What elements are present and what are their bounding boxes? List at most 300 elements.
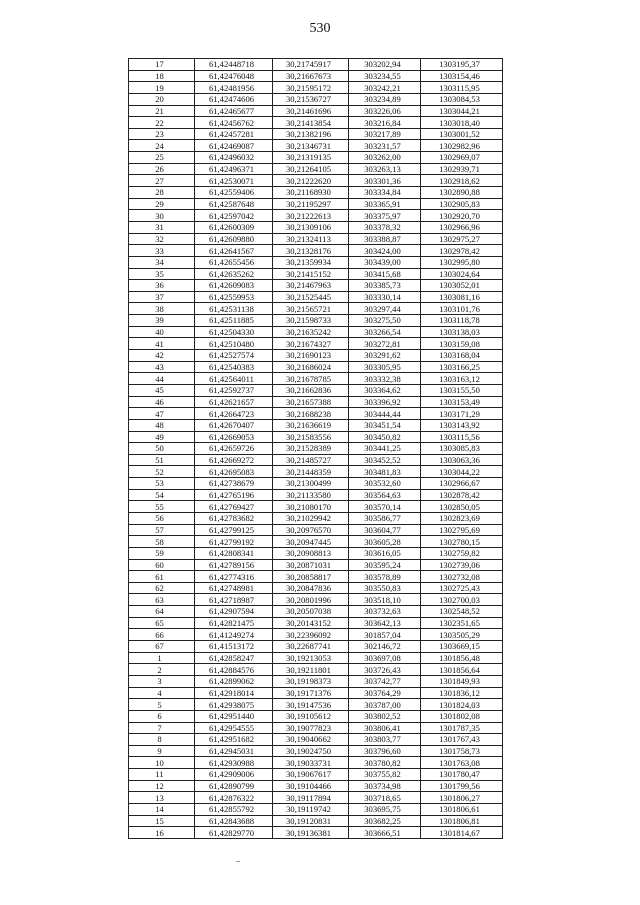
- y-coordinate-cell: 1302732,08: [421, 571, 503, 583]
- latitude-cell: 61,42476048: [195, 70, 273, 82]
- y-coordinate-cell: 1303143,92: [421, 419, 503, 431]
- latitude-cell: 61,42641567: [195, 245, 273, 257]
- longitude-cell: 30,19198373: [273, 675, 349, 687]
- x-coordinate-cell: 303242,21: [349, 82, 421, 94]
- point-number-cell: 39: [129, 315, 195, 327]
- point-number-cell: 65: [129, 617, 195, 629]
- table-row: [129, 536, 503, 548]
- point-number-cell: 59: [129, 547, 195, 559]
- x-coordinate-cell: 303291,62: [349, 350, 421, 362]
- latitude-cell: 61,42808341: [195, 547, 273, 559]
- y-coordinate-cell: 1302969,07: [421, 152, 503, 164]
- x-coordinate-cell: 303439,00: [349, 256, 421, 268]
- y-coordinate-cell: 1303163,12: [421, 373, 503, 385]
- longitude-cell: 30,21359934: [273, 256, 349, 268]
- longitude-cell: 30,19067617: [273, 769, 349, 781]
- table-row: [129, 152, 503, 164]
- latitude-cell: 61,42695083: [195, 466, 273, 478]
- y-coordinate-cell: 1302700,03: [421, 594, 503, 606]
- table-row: [129, 59, 503, 71]
- y-coordinate-cell: 1301824,03: [421, 699, 503, 711]
- x-coordinate-cell: 303697,08: [349, 652, 421, 664]
- y-coordinate-cell: 1303168,04: [421, 350, 503, 362]
- point-number-cell: 42: [129, 350, 195, 362]
- latitude-cell: 61,42954555: [195, 722, 273, 734]
- point-number-cell: 26: [129, 163, 195, 175]
- point-number-cell: 3: [129, 675, 195, 687]
- table-row: [129, 547, 503, 559]
- point-number-cell: 22: [129, 117, 195, 129]
- y-coordinate-cell: 1301758,73: [421, 745, 503, 757]
- longitude-cell: 30,21264105: [273, 163, 349, 175]
- table-row: [129, 419, 503, 431]
- point-number-cell: 28: [129, 187, 195, 199]
- latitude-cell: 61,42909006: [195, 769, 273, 781]
- longitude-cell: 30,21300499: [273, 478, 349, 490]
- table-row: [129, 361, 503, 373]
- point-number-cell: 7: [129, 722, 195, 734]
- longitude-cell: 30,21667673: [273, 70, 349, 82]
- table-row: [129, 396, 503, 408]
- y-coordinate-cell: 1302918,62: [421, 175, 503, 187]
- x-coordinate-cell: 303616,05: [349, 547, 421, 559]
- y-coordinate-cell: 1301763,08: [421, 757, 503, 769]
- y-coordinate-cell: 1302966,67: [421, 478, 503, 490]
- y-coordinate-cell: 1303001,52: [421, 128, 503, 140]
- table-row: [129, 443, 503, 455]
- latitude-cell: 61,42799192: [195, 536, 273, 548]
- longitude-cell: 30,21598733: [273, 315, 349, 327]
- y-coordinate-cell: 1303115,95: [421, 82, 503, 94]
- x-coordinate-cell: 303231,57: [349, 140, 421, 152]
- latitude-cell: 61,42511885: [195, 315, 273, 327]
- point-number-cell: 53: [129, 478, 195, 490]
- y-coordinate-cell: 1301806,81: [421, 815, 503, 827]
- x-coordinate-cell: 303802,52: [349, 710, 421, 722]
- table-row: [129, 350, 503, 362]
- y-coordinate-cell: 1302850,05: [421, 501, 503, 513]
- longitude-cell: 30,21674327: [273, 338, 349, 350]
- x-coordinate-cell: 303550,83: [349, 582, 421, 594]
- table-row: [129, 722, 503, 734]
- latitude-cell: 61,42951682: [195, 734, 273, 746]
- longitude-cell: 30,19024750: [273, 745, 349, 757]
- y-coordinate-cell: 1303018,40: [421, 117, 503, 129]
- x-coordinate-cell: 303666,51: [349, 827, 421, 839]
- table-row: [129, 140, 503, 152]
- table-row: [129, 70, 503, 82]
- longitude-cell: 30,21319135: [273, 152, 349, 164]
- table-row: [129, 384, 503, 396]
- point-number-cell: 10: [129, 757, 195, 769]
- x-coordinate-cell: 303305,95: [349, 361, 421, 373]
- table-row: [129, 210, 503, 222]
- y-coordinate-cell: 1301806,61: [421, 804, 503, 816]
- x-coordinate-cell: 303796,60: [349, 745, 421, 757]
- point-number-cell: 27: [129, 175, 195, 187]
- y-coordinate-cell: 1301799,56: [421, 780, 503, 792]
- point-number-cell: 31: [129, 221, 195, 233]
- x-coordinate-cell: 303532,60: [349, 478, 421, 490]
- point-number-cell: 43: [129, 361, 195, 373]
- x-coordinate-cell: 303726,43: [349, 664, 421, 676]
- table-row: [129, 291, 503, 303]
- table-row: [129, 675, 503, 687]
- point-number-cell: 30: [129, 210, 195, 222]
- latitude-cell: 61,42527574: [195, 350, 273, 362]
- x-coordinate-cell: 303330,14: [349, 291, 421, 303]
- latitude-cell: 61,42600309: [195, 221, 273, 233]
- point-number-cell: 32: [129, 233, 195, 245]
- x-coordinate-cell: 301857,04: [349, 629, 421, 641]
- x-coordinate-cell: 303642,13: [349, 617, 421, 629]
- table-row: [129, 792, 503, 804]
- x-coordinate-cell: 303806,41: [349, 722, 421, 734]
- x-coordinate-cell: 303332,38: [349, 373, 421, 385]
- latitude-cell: 61,42930988: [195, 757, 273, 769]
- y-coordinate-cell: 1302920,70: [421, 210, 503, 222]
- x-coordinate-cell: 303450,82: [349, 431, 421, 443]
- x-coordinate-cell: 303378,32: [349, 221, 421, 233]
- y-coordinate-cell: 1302759,82: [421, 547, 503, 559]
- point-number-cell: 63: [129, 594, 195, 606]
- y-coordinate-cell: 1303044,21: [421, 105, 503, 117]
- longitude-cell: 30,22396092: [273, 629, 349, 641]
- latitude-cell: 61,42474606: [195, 93, 273, 105]
- x-coordinate-cell: 303396,92: [349, 396, 421, 408]
- table-row: [129, 233, 503, 245]
- table-row: [129, 315, 503, 327]
- y-coordinate-cell: 1302795,69: [421, 524, 503, 536]
- y-coordinate-cell: 1303159,08: [421, 338, 503, 350]
- x-coordinate-cell: 303263,13: [349, 163, 421, 175]
- longitude-cell: 30,21448359: [273, 466, 349, 478]
- longitude-cell: 30,20947445: [273, 536, 349, 548]
- latitude-cell: 61,42609083: [195, 280, 273, 292]
- point-number-cell: 36: [129, 280, 195, 292]
- point-number-cell: 51: [129, 454, 195, 466]
- table-row: [129, 198, 503, 210]
- scan-mark: [236, 861, 240, 862]
- table-row: [129, 559, 503, 571]
- latitude-cell: 61,42659726: [195, 443, 273, 455]
- y-coordinate-cell: 1302351,65: [421, 617, 503, 629]
- y-coordinate-cell: 1301849,93: [421, 675, 503, 687]
- point-number-cell: 46: [129, 396, 195, 408]
- point-number-cell: 54: [129, 489, 195, 501]
- point-number-cell: 6: [129, 710, 195, 722]
- table-row: [129, 815, 503, 827]
- latitude-cell: 61,42559953: [195, 291, 273, 303]
- point-number-cell: 60: [129, 559, 195, 571]
- table-row: [129, 466, 503, 478]
- point-number-cell: 17: [129, 59, 195, 71]
- table-row: [129, 804, 503, 816]
- point-number-cell: 11: [129, 769, 195, 781]
- longitude-cell: 30,19171376: [273, 687, 349, 699]
- latitude-cell: 61,42783682: [195, 512, 273, 524]
- longitude-cell: 30,21324113: [273, 233, 349, 245]
- y-coordinate-cell: 1303171,29: [421, 408, 503, 420]
- x-coordinate-cell: 303262,00: [349, 152, 421, 164]
- point-number-cell: 2: [129, 664, 195, 676]
- latitude-cell: 61,42789156: [195, 559, 273, 571]
- y-coordinate-cell: 1303138,03: [421, 326, 503, 338]
- latitude-cell: 61,42855792: [195, 804, 273, 816]
- latitude-cell: 61,42456762: [195, 117, 273, 129]
- longitude-cell: 30,21328176: [273, 245, 349, 257]
- longitude-cell: 30,21686024: [273, 361, 349, 373]
- y-coordinate-cell: 1303101,76: [421, 303, 503, 315]
- latitude-cell: 61,42669272: [195, 454, 273, 466]
- y-coordinate-cell: 1303052,01: [421, 280, 503, 292]
- point-number-cell: 5: [129, 699, 195, 711]
- longitude-cell: 30,21309106: [273, 221, 349, 233]
- point-number-cell: 61: [129, 571, 195, 583]
- x-coordinate-cell: 303364,62: [349, 384, 421, 396]
- point-number-cell: 29: [129, 198, 195, 210]
- table-row: [129, 629, 503, 641]
- table-row: [129, 117, 503, 129]
- table-row: [129, 408, 503, 420]
- y-coordinate-cell: 1303153,49: [421, 396, 503, 408]
- x-coordinate-cell: 303605,28: [349, 536, 421, 548]
- longitude-cell: 30,21346731: [273, 140, 349, 152]
- latitude-cell: 61,42592737: [195, 384, 273, 396]
- y-coordinate-cell: 1303118,78: [421, 315, 503, 327]
- latitude-cell: 61,42530071: [195, 175, 273, 187]
- page-number: 530: [309, 21, 331, 36]
- coordinates-table: [128, 58, 503, 839]
- x-coordinate-cell: 303375,97: [349, 210, 421, 222]
- longitude-cell: 30,21536727: [273, 93, 349, 105]
- point-number-cell: 49: [129, 431, 195, 443]
- latitude-cell: 61,42858247: [195, 652, 273, 664]
- table-row: [129, 780, 503, 792]
- y-coordinate-cell: 1302982,96: [421, 140, 503, 152]
- longitude-cell: 30,21745917: [273, 59, 349, 71]
- x-coordinate-cell: 303388,87: [349, 233, 421, 245]
- longitude-cell: 30,21415152: [273, 268, 349, 280]
- longitude-cell: 30,19117894: [273, 792, 349, 804]
- table-row: [129, 512, 503, 524]
- latitude-cell: 61,42597042: [195, 210, 273, 222]
- x-coordinate-cell: 303217,89: [349, 128, 421, 140]
- latitude-cell: 61,41513172: [195, 641, 273, 653]
- latitude-cell: 61,42448718: [195, 59, 273, 71]
- latitude-cell: 61,42469087: [195, 140, 273, 152]
- longitude-cell: 30,21485727: [273, 454, 349, 466]
- x-coordinate-cell: 303682,25: [349, 815, 421, 827]
- point-number-cell: 21: [129, 105, 195, 117]
- point-number-cell: 13: [129, 792, 195, 804]
- y-coordinate-cell: 1302995,80: [421, 256, 503, 268]
- point-number-cell: 34: [129, 256, 195, 268]
- y-coordinate-cell: 1301836,12: [421, 687, 503, 699]
- point-number-cell: 16: [129, 827, 195, 839]
- latitude-cell: 61,42738679: [195, 478, 273, 490]
- y-coordinate-cell: 1303154,46: [421, 70, 503, 82]
- latitude-cell: 61,42655456: [195, 256, 273, 268]
- longitude-cell: 30,19136381: [273, 827, 349, 839]
- longitude-cell: 30,19104466: [273, 780, 349, 792]
- longitude-cell: 30,19120831: [273, 815, 349, 827]
- y-coordinate-cell: 1301814,67: [421, 827, 503, 839]
- table-row: [129, 128, 503, 140]
- x-coordinate-cell: 303604,77: [349, 524, 421, 536]
- table-row: [129, 710, 503, 722]
- x-coordinate-cell: 303742,77: [349, 675, 421, 687]
- table-row: [129, 478, 503, 490]
- table-row: [129, 105, 503, 117]
- latitude-cell: 61,42465677: [195, 105, 273, 117]
- table-row: [129, 769, 503, 781]
- longitude-cell: 30,20507038: [273, 606, 349, 618]
- table-row: [129, 93, 503, 105]
- longitude-cell: 30,19147536: [273, 699, 349, 711]
- y-coordinate-cell: 1301856,64: [421, 664, 503, 676]
- point-number-cell: 56: [129, 512, 195, 524]
- table-row: [129, 82, 503, 94]
- point-number-cell: 55: [129, 501, 195, 513]
- x-coordinate-cell: 303695,75: [349, 804, 421, 816]
- table-row: [129, 827, 503, 839]
- y-coordinate-cell: 1302548,52: [421, 606, 503, 618]
- longitude-cell: 30,21168930: [273, 187, 349, 199]
- y-coordinate-cell: 1303166,25: [421, 361, 503, 373]
- x-coordinate-cell: 303234,55: [349, 70, 421, 82]
- x-coordinate-cell: 303734,98: [349, 780, 421, 792]
- point-number-cell: 24: [129, 140, 195, 152]
- x-coordinate-cell: 303570,14: [349, 501, 421, 513]
- longitude-cell: 30,21133580: [273, 489, 349, 501]
- point-number-cell: 50: [129, 443, 195, 455]
- coordinates-table-body: [129, 59, 503, 839]
- table-row: [129, 280, 503, 292]
- x-coordinate-cell: 303272,81: [349, 338, 421, 350]
- x-coordinate-cell: 303452,52: [349, 454, 421, 466]
- latitude-cell: 61,41249274: [195, 629, 273, 641]
- y-coordinate-cell: 1303115,56: [421, 431, 503, 443]
- longitude-cell: 30,21662836: [273, 384, 349, 396]
- longitude-cell: 30,21565721: [273, 303, 349, 315]
- latitude-cell: 61,42531138: [195, 303, 273, 315]
- longitude-cell: 30,21029942: [273, 512, 349, 524]
- table-row: [129, 641, 503, 653]
- x-coordinate-cell: 303481,83: [349, 466, 421, 478]
- longitude-cell: 30,19119742: [273, 804, 349, 816]
- table-row: [129, 303, 503, 315]
- point-number-cell: 18: [129, 70, 195, 82]
- longitude-cell: 30,21195297: [273, 198, 349, 210]
- table-row: [129, 163, 503, 175]
- y-coordinate-cell: 1301806,27: [421, 792, 503, 804]
- table-row: [129, 524, 503, 536]
- y-coordinate-cell: 1303505,29: [421, 629, 503, 641]
- latitude-cell: 61,42496032: [195, 152, 273, 164]
- point-number-cell: 9: [129, 745, 195, 757]
- table-row: [129, 187, 503, 199]
- longitude-cell: 30,19040662: [273, 734, 349, 746]
- x-coordinate-cell: 303216,84: [349, 117, 421, 129]
- y-coordinate-cell: 1301787,35: [421, 722, 503, 734]
- y-coordinate-cell: 1303081,16: [421, 291, 503, 303]
- x-coordinate-cell: 303564,63: [349, 489, 421, 501]
- longitude-cell: 30,19105612: [273, 710, 349, 722]
- point-number-cell: 57: [129, 524, 195, 536]
- latitude-cell: 61,42799125: [195, 524, 273, 536]
- longitude-cell: 30,21657388: [273, 396, 349, 408]
- point-number-cell: 23: [129, 128, 195, 140]
- latitude-cell: 61,42907594: [195, 606, 273, 618]
- point-number-cell: 47: [129, 408, 195, 420]
- longitude-cell: 30,21467963: [273, 280, 349, 292]
- x-coordinate-cell: 303365,91: [349, 198, 421, 210]
- point-number-cell: 58: [129, 536, 195, 548]
- longitude-cell: 30,20847836: [273, 582, 349, 594]
- point-number-cell: 67: [129, 641, 195, 653]
- latitude-cell: 61,42587648: [195, 198, 273, 210]
- point-number-cell: 62: [129, 582, 195, 594]
- table-row: [129, 256, 503, 268]
- x-coordinate-cell: 303415,68: [349, 268, 421, 280]
- y-coordinate-cell: 1303044,22: [421, 466, 503, 478]
- y-coordinate-cell: 1302878,42: [421, 489, 503, 501]
- table-row: [129, 652, 503, 664]
- latitude-cell: 61,42496371: [195, 163, 273, 175]
- y-coordinate-cell: 1303155,50: [421, 384, 503, 396]
- longitude-cell: 30,20871031: [273, 559, 349, 571]
- table-row: [129, 373, 503, 385]
- latitude-cell: 61,42829770: [195, 827, 273, 839]
- longitude-cell: 30,21222613: [273, 210, 349, 222]
- latitude-cell: 61,42559406: [195, 187, 273, 199]
- longitude-cell: 30,21678785: [273, 373, 349, 385]
- point-number-cell: 19: [129, 82, 195, 94]
- point-number-cell: 41: [129, 338, 195, 350]
- x-coordinate-cell: 303226,06: [349, 105, 421, 117]
- y-coordinate-cell: 1303084,53: [421, 93, 503, 105]
- y-coordinate-cell: 1301856,48: [421, 652, 503, 664]
- table-row: [129, 431, 503, 443]
- x-coordinate-cell: 303518,10: [349, 594, 421, 606]
- longitude-cell: 30,21636619: [273, 419, 349, 431]
- y-coordinate-cell: 1302739,06: [421, 559, 503, 571]
- latitude-cell: 61,42821475: [195, 617, 273, 629]
- table-row: [129, 338, 503, 350]
- latitude-cell: 61,42843688: [195, 815, 273, 827]
- x-coordinate-cell: 303718,65: [349, 792, 421, 804]
- point-number-cell: 1: [129, 652, 195, 664]
- longitude-cell: 30,19033731: [273, 757, 349, 769]
- table-row: [129, 687, 503, 699]
- latitude-cell: 61,42718987: [195, 594, 273, 606]
- table-row: [129, 571, 503, 583]
- x-coordinate-cell: 303385,73: [349, 280, 421, 292]
- longitude-cell: 30,21080170: [273, 501, 349, 513]
- x-coordinate-cell: 303444,44: [349, 408, 421, 420]
- y-coordinate-cell: 1302823,69: [421, 512, 503, 524]
- table-row: [129, 268, 503, 280]
- table-row: [129, 245, 503, 257]
- x-coordinate-cell: 303275,50: [349, 315, 421, 327]
- latitude-cell: 61,42899062: [195, 675, 273, 687]
- point-number-cell: 66: [129, 629, 195, 641]
- x-coordinate-cell: 303755,82: [349, 769, 421, 781]
- point-number-cell: 33: [129, 245, 195, 257]
- table-row: [129, 757, 503, 769]
- latitude-cell: 61,42765196: [195, 489, 273, 501]
